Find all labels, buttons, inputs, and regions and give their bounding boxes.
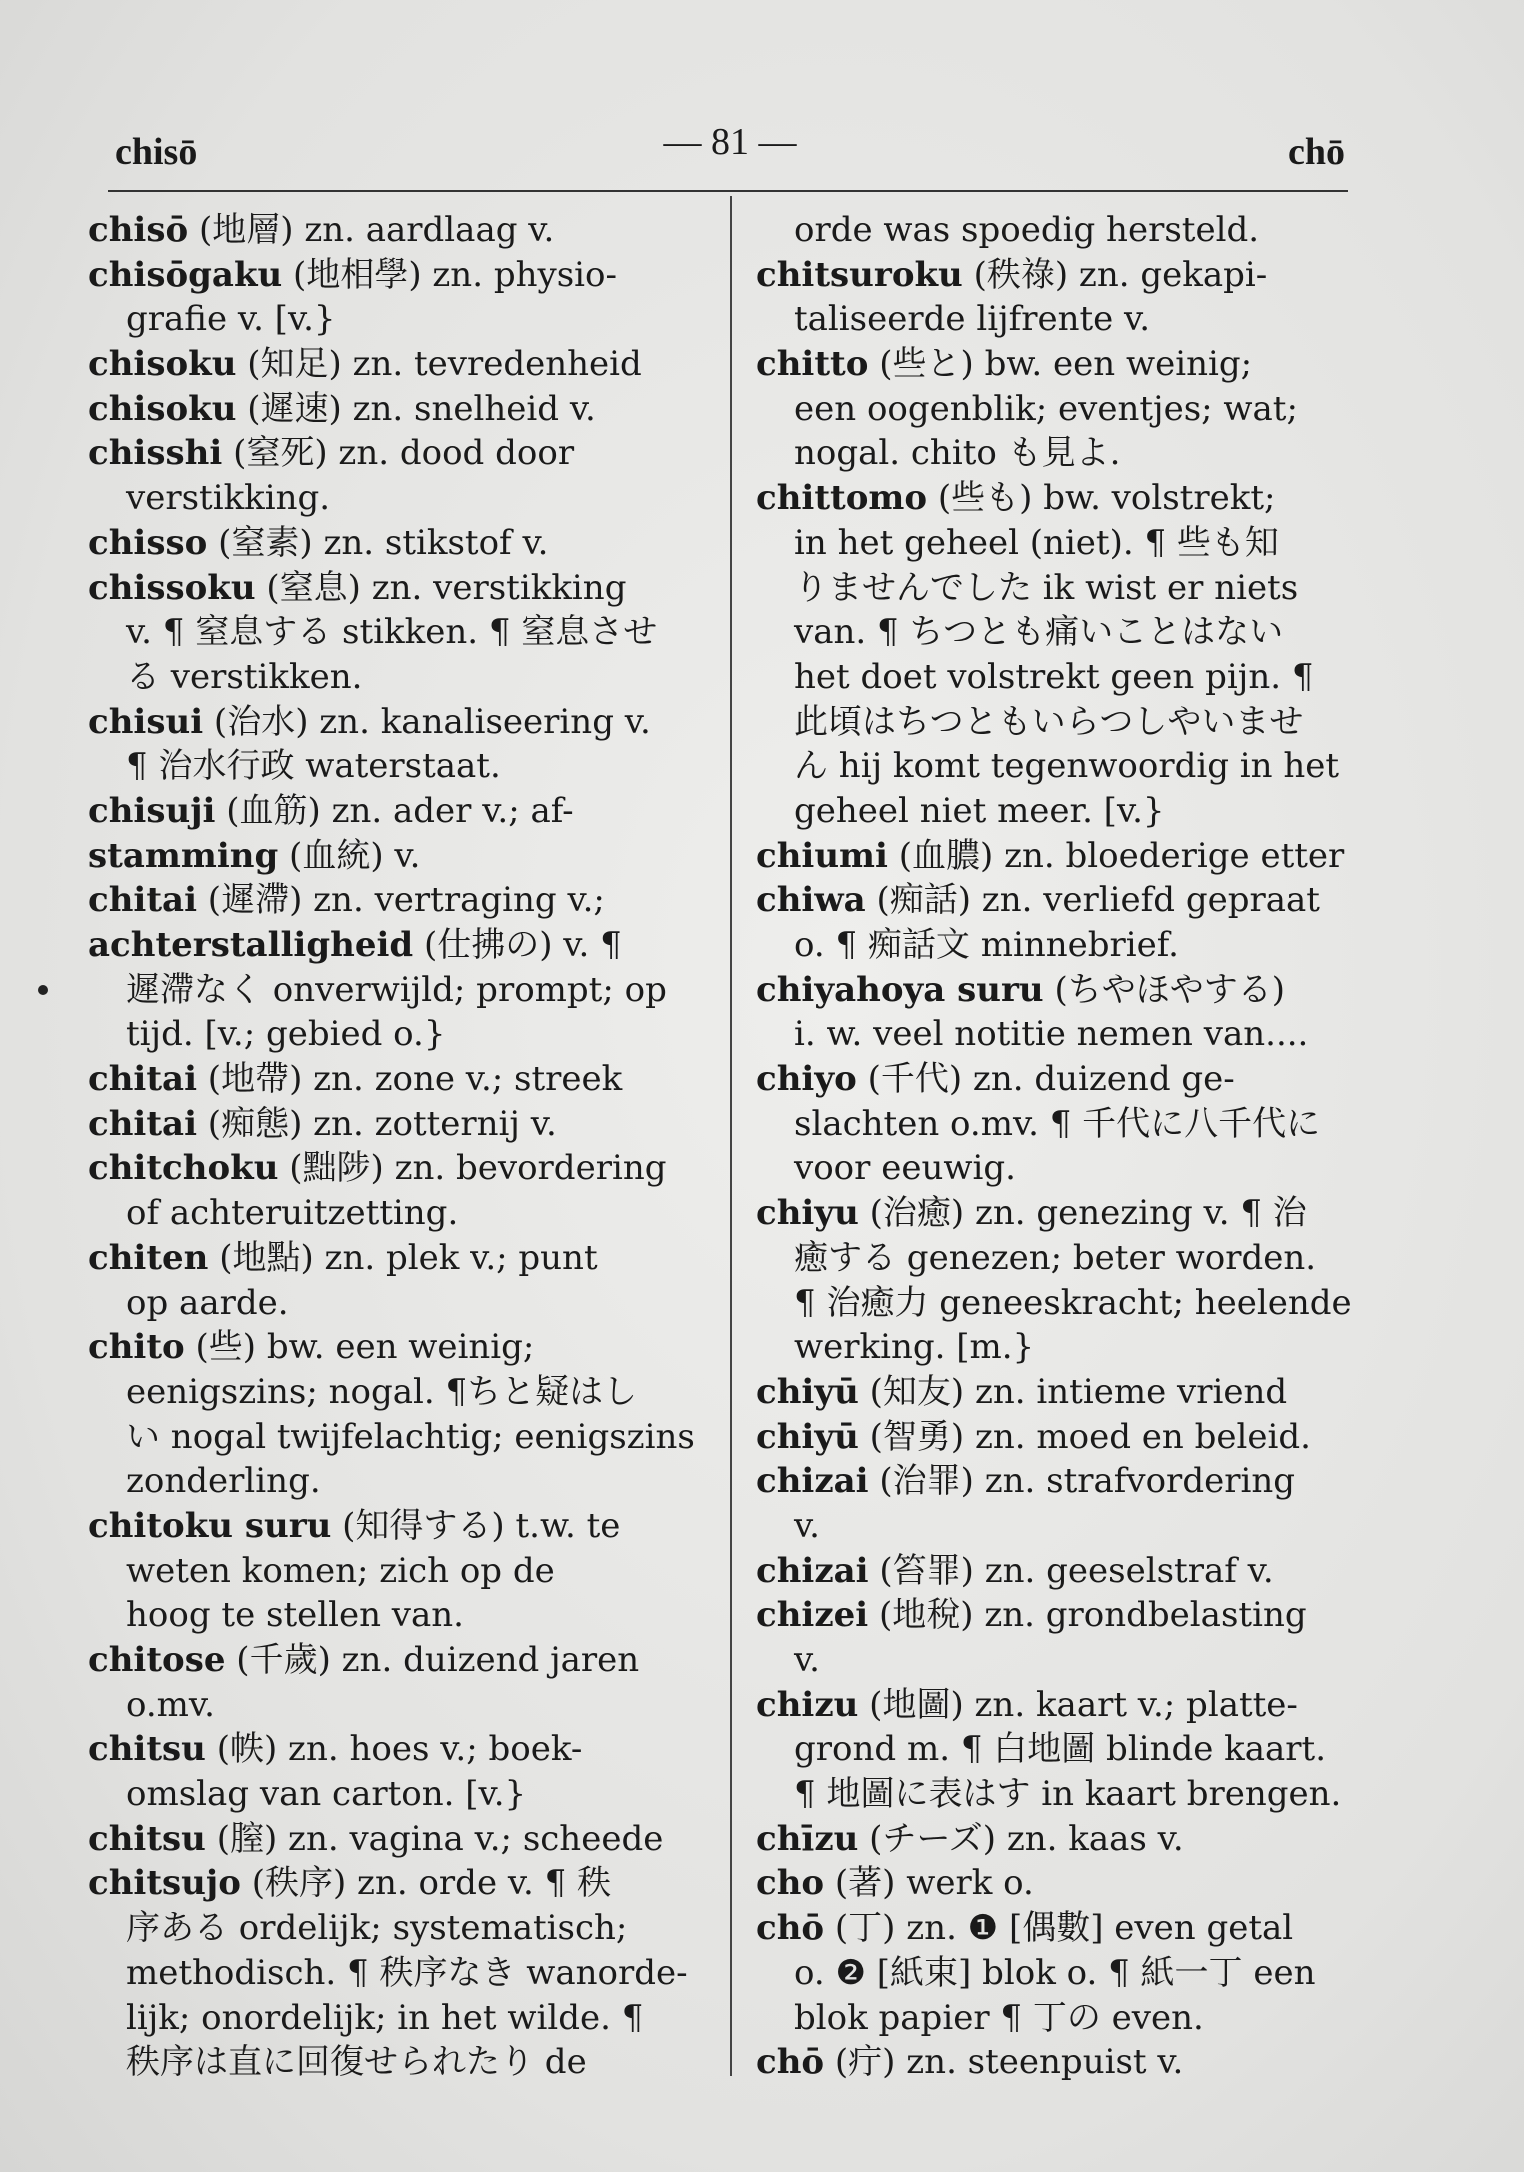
entry-line: in het geheel (niet). ¶ 些も知 xyxy=(794,522,1279,563)
headword: chisso xyxy=(88,522,208,563)
entry-line: chisō (地層) zn. aardlaag v. xyxy=(88,210,555,250)
headword: chitsuroku xyxy=(756,254,963,295)
entry-line: taliseerde lijfrente v. xyxy=(794,299,1151,340)
entry-line: verstikking. xyxy=(126,478,331,519)
entry-line: o. ¶ 痴話文 minnebrief. xyxy=(794,925,1179,965)
entry-line: chisoku (知足) zn. tevredenheid xyxy=(88,344,642,385)
entry-line: chito (些) bw. een weinig; xyxy=(88,1327,535,1368)
entry-line: chizei (地稅) zn. grondbelasting xyxy=(756,1595,1307,1636)
entry-line: cho (著) werk o. xyxy=(756,1863,1034,1904)
entry-line: chittomo (些も) bw. volstrekt; xyxy=(756,478,1276,519)
headword: chisui xyxy=(88,701,204,742)
entry-line: achterstalligheid (仕拂の) v. ¶ xyxy=(88,925,622,965)
headword: chitoku suru xyxy=(88,1505,332,1546)
entry-line: lijk; onordelijk; in het wilde. ¶ xyxy=(126,1997,644,2038)
page-header xyxy=(115,120,1345,180)
entry-line: i. w. veel notitie nemen van.... xyxy=(794,1014,1309,1055)
entry-line: ¶ 地圖に表はす in kaart brengen. xyxy=(794,1774,1342,1815)
headword: chito xyxy=(88,1327,185,1368)
entry-line: chitoku suru (知得する) t.w. te xyxy=(88,1505,621,1546)
headword: chitsu xyxy=(88,1729,206,1770)
headword: chisōgaku xyxy=(88,254,283,295)
entry-line: voor eeuwig. xyxy=(794,1148,1016,1189)
entry-line: geheel niet meer. [v.} xyxy=(794,790,1165,831)
headword: chō xyxy=(756,1908,825,1949)
entry-line: blok papier ¶ 丁の even. xyxy=(794,1997,1204,2038)
entry-line: chitchoku (黜陟) zn. bevordering xyxy=(88,1148,667,1189)
header-left-guideword: chisō xyxy=(115,131,198,173)
left-column xyxy=(88,208,710,2085)
entry-line: een oogenblik; eventjes; wat; xyxy=(794,388,1298,429)
headword: chisuji xyxy=(88,790,216,831)
entry-line: 癒する genezen; beter worden. xyxy=(794,1237,1317,1278)
entry-line: chitto (些と) bw. een weinig; xyxy=(756,344,1253,385)
headword: chisō xyxy=(88,210,189,250)
entry-line: o. ❷ [紙束] blok o. ¶ 紙一丁 een xyxy=(794,1952,1316,1993)
headword: achterstalligheid xyxy=(88,925,414,965)
headword: chiyahoya suru xyxy=(756,969,1044,1010)
entry-line: chizai (笞罪) zn. geeselstraf v. xyxy=(756,1550,1274,1591)
headword: chiyo xyxy=(756,1059,857,1100)
column-divider xyxy=(730,196,732,2076)
entry-line: chisuji (血筋) zn. ader v.; af- xyxy=(88,790,574,831)
entry-line: chisoku (遲速) zn. snelheid v. xyxy=(88,388,596,429)
headword: chiten xyxy=(88,1237,209,1278)
entry-line: chitsu (帙) zn. hoes v.; boek- xyxy=(88,1729,583,1770)
entry-line: chizai (治罪) zn. strafvordering xyxy=(756,1461,1295,1502)
entry-line: chitai (遲滯) zn. vertraging v.; xyxy=(88,880,605,921)
entry-line: v. xyxy=(794,1640,820,1680)
entry-line: eenigszins; nogal. ¶ちと疑はし xyxy=(126,1371,638,1412)
entry-line: ¶ 治水行政 waterstaat. xyxy=(126,746,501,787)
entry-line: chissoku (窒息) zn. verstikking xyxy=(88,567,627,608)
headword: chizu xyxy=(756,1684,859,1725)
entry-line: weten komen; zich op de xyxy=(126,1550,555,1591)
headword: chō xyxy=(756,2042,825,2083)
entry-line: chō (丁) zn. ❶ [偶數] even getal xyxy=(756,1908,1294,1949)
margin-dot xyxy=(38,985,48,995)
headword: chiwa xyxy=(756,880,866,921)
headword: chitto xyxy=(756,344,869,385)
entry-line: stamming (血統) v. xyxy=(88,835,421,876)
header-right-guideword: chō xyxy=(1288,131,1345,173)
entry-line: chiyū (知友) zn. intieme vriend xyxy=(756,1371,1288,1412)
entry-line: orde was spoedig hersteld. xyxy=(794,210,1260,250)
entry-line: chiumi (血膿) zn. bloederige etter xyxy=(756,835,1345,876)
entry-line: chiyahoya suru (ちやほやする) xyxy=(756,969,1285,1010)
entry-line: chiyo (千代) zn. duizend ge- xyxy=(756,1059,1235,1100)
headword: chizei xyxy=(756,1595,869,1636)
entry-line: chisso (窒素) zn. stikstof v. xyxy=(88,522,549,563)
headword: chitchoku xyxy=(88,1148,279,1189)
headword: chitai xyxy=(88,1059,197,1100)
headword: chizai xyxy=(756,1461,869,1502)
entry-line: chitsujo (秩序) zn. orde v. ¶ 秩 xyxy=(88,1863,612,1904)
entry-line: 秩序は直に回復せられたり de xyxy=(126,2042,587,2083)
headword: chisshi xyxy=(88,433,223,474)
headword: chizai xyxy=(756,1550,869,1591)
headword: chissoku xyxy=(88,567,256,608)
headword: chitsu xyxy=(88,1818,206,1859)
headword: chisoku xyxy=(88,344,237,385)
headword: cho xyxy=(756,1863,825,1904)
entry-line: chiwa (痴話) zn. verliefd gepraat xyxy=(756,880,1320,921)
header-rule xyxy=(108,190,1348,192)
entry-line: chiten (地點) zn. plek v.; punt xyxy=(88,1237,598,1278)
headword: chisoku xyxy=(88,388,237,429)
entry-line: chisshi (窒死) zn. dood door xyxy=(88,433,575,474)
headword: chittomo xyxy=(756,478,928,519)
headword: chitsujo xyxy=(88,1863,241,1904)
entry-line: 遲滯なく onverwijld; prompt; op xyxy=(126,969,667,1010)
headword: chitose xyxy=(88,1640,226,1680)
entry-line: 序ある ordelijk; systematisch; xyxy=(126,1908,628,1949)
entry-line: chō (疔) zn. steenpuist v. xyxy=(756,2042,1184,2083)
entry-line: methodisch. ¶ 秩序なき wanorde- xyxy=(126,1952,688,1993)
entry-line: chīzu (チーズ) zn. kaas v. xyxy=(756,1818,1184,1859)
headword: chitai xyxy=(88,1103,197,1144)
headword: stamming xyxy=(88,835,279,876)
entry-line: grafie v. [v.} xyxy=(126,299,336,340)
entry-line: tijd. [v.; gebied o.} xyxy=(126,1014,446,1055)
entry-line: v. ¶ 窒息する stikken. ¶ 窒息させ xyxy=(126,612,658,653)
entry-line: grond m. ¶ 白地圖 blinde kaart. xyxy=(794,1729,1327,1770)
entry-line: o.mv. xyxy=(126,1684,215,1725)
entry-line: chitose (千歲) zn. duizend jaren xyxy=(88,1640,640,1680)
entry-line: る verstikken. xyxy=(126,656,363,697)
entry-line: chiyu (治癒) zn. genezing v. ¶ 治 xyxy=(756,1193,1307,1234)
entry-line: い nogal twijfelachtig; eenigszins xyxy=(126,1416,695,1457)
headword: chīzu xyxy=(756,1818,859,1859)
entry-line: nogal. chito も見よ. xyxy=(794,433,1121,474)
entry-line: りませんでした ik wist er niets xyxy=(794,567,1299,608)
entry-line: zonderling. xyxy=(126,1461,321,1502)
entry-line: omslag van carton. [v.} xyxy=(126,1774,527,1815)
entry-line: of achteruitzetting. xyxy=(126,1193,459,1234)
entry-line: ん hij komt tegenwoordig in het xyxy=(794,746,1340,787)
entry-line: 此頃はちつともいらつしやいませ xyxy=(794,701,1304,742)
entry-line: op aarde. xyxy=(126,1282,289,1323)
headword: chitai xyxy=(88,880,197,921)
headword: chiyū xyxy=(756,1371,859,1412)
entry-line: chiyū (智勇) zn. moed en beleid. xyxy=(756,1416,1311,1457)
entry-line: chitsu (膣) zn. vagina v.; scheede xyxy=(88,1818,664,1859)
entry-line: chisōgaku (地相學) zn. physio- xyxy=(88,254,617,295)
entry-line: het doet volstrekt geen pijn. ¶ xyxy=(794,656,1314,697)
headword: chiumi xyxy=(756,835,888,876)
entry-line: van. ¶ ちつとも痛いことはない xyxy=(794,612,1284,653)
entry-line: hoog te stellen van. xyxy=(126,1595,464,1636)
headword: chiyū xyxy=(756,1416,859,1457)
right-column xyxy=(756,208,1378,2085)
entry-line: ¶ 治癒力 geneeskracht; heelende xyxy=(794,1282,1352,1323)
entry-line: v. xyxy=(794,1505,820,1546)
entry-line: chitai (痴態) zn. zotternij v. xyxy=(88,1103,557,1144)
entry-line: chitai (地帶) zn. zone v.; streek xyxy=(88,1059,623,1100)
entry-line: chizu (地圖) zn. kaart v.; platte- xyxy=(756,1684,1298,1725)
headword: chiyu xyxy=(756,1193,859,1234)
entry-line: werking. [m.} xyxy=(794,1327,1035,1368)
entry-line: slachten o.mv. ¶ 千代に八千代に xyxy=(794,1103,1321,1144)
entry-line: chisui (治水) zn. kanaliseering v. xyxy=(88,701,651,742)
entry-line: chitsuroku (秩祿) zn. gekapi- xyxy=(756,254,1268,295)
page-number: — 81 — xyxy=(663,121,797,163)
